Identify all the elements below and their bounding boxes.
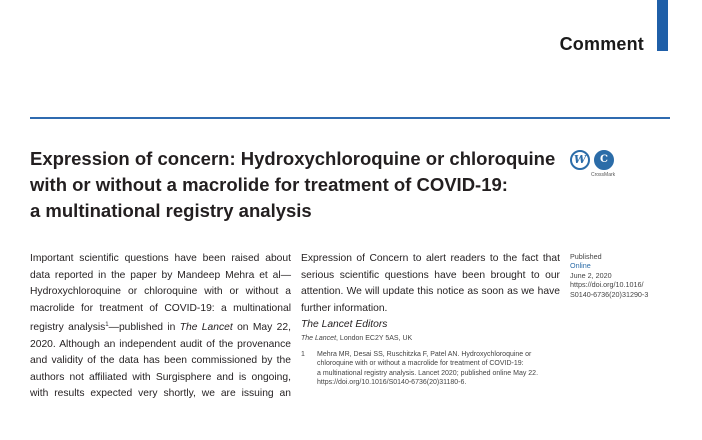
doi-link-line-2[interactable]: S0140-6736(20)31290-3	[570, 289, 649, 299]
online-label: Online	[570, 261, 591, 271]
crossmark-label: CrossMark	[591, 172, 616, 178]
body-line: with results expected very shortly, we are issuing an	[30, 388, 291, 399]
published-label: Published	[570, 252, 602, 261]
body-line: 2020. Although an independent audit of the provenance	[30, 338, 291, 350]
body-line: data reported in the paper by Mandeep Mehra et al—	[30, 269, 291, 281]
published-line	[570, 252, 648, 271]
w-logo-icon[interactable]: W	[570, 150, 590, 170]
citation-superscript[interactable]: 1	[105, 322, 109, 328]
body-line: attention. We will update this notice as soon as we have	[301, 286, 560, 297]
reference-line: Mehra MR, Desai SS, Ruschitzka F, Patel AN. Hydroxychloroquine or	[317, 351, 532, 358]
reference-line: a multinational registry analysis. Lancet 2020; published online May 22.	[317, 369, 539, 377]
reference-line: chloroquine with or without a macrolide for treatment of COVID-19:	[317, 360, 524, 368]
journal-name: The Lancet	[179, 322, 233, 333]
reference-number: 1	[301, 351, 305, 358]
body-line: Hydroxychloroquine or chloroquine with or without a	[30, 286, 291, 297]
article-badges	[570, 148, 620, 180]
body-line: authors not affiliated with Surgisphere and is ongoing,	[30, 371, 291, 383]
doi-link-line-1[interactable]: https://doi.org/10.1016/	[570, 280, 644, 290]
body-text: on May 22,	[237, 322, 291, 333]
section-color-bar	[657, 0, 668, 51]
title-line: a multinational registry analysis	[30, 200, 312, 221]
body-text: registry analysis	[30, 322, 106, 333]
body-line: Important scientific questions have been raised about	[30, 253, 291, 264]
header-rule	[30, 117, 670, 119]
body-text: —published in	[108, 322, 176, 333]
editors-signature: The Lancet Editors	[301, 319, 388, 330]
body-line: and validity of the data has been commissioned by the	[30, 355, 291, 366]
body-line: further information.	[301, 302, 388, 314]
body-line: Expression of Concern to alert readers to the fact that	[301, 253, 560, 264]
body-line-citation	[30, 317, 291, 337]
body-line: macrolide for treatment of COVID-19: a multinational	[30, 302, 291, 314]
title-line: Expression of concern: Hydroxychloroquine or chloroquine	[30, 148, 556, 169]
title-line: with or without a macrolide for treatment of COVID-19:	[30, 174, 508, 195]
section-label: Comment	[559, 34, 644, 54]
body-column-2	[301, 251, 560, 317]
crossmark-icon[interactable]: C	[594, 150, 614, 170]
editors-address	[301, 335, 412, 342]
body-column-1	[30, 251, 291, 403]
reference-doi-link[interactable]: https://doi.org/10.1016/S0140-6736(20)31180-6.	[317, 378, 467, 386]
article-title	[30, 146, 570, 224]
address-text: , London EC2Y 5AS, UK	[336, 335, 413, 342]
reference-text	[317, 350, 572, 387]
publication-sidebar	[570, 252, 648, 299]
address-journal: The Lancet	[301, 335, 337, 342]
body-line: serious scientific questions have been brought to our	[301, 269, 560, 281]
publication-date: June 2, 2020	[570, 270, 612, 280]
